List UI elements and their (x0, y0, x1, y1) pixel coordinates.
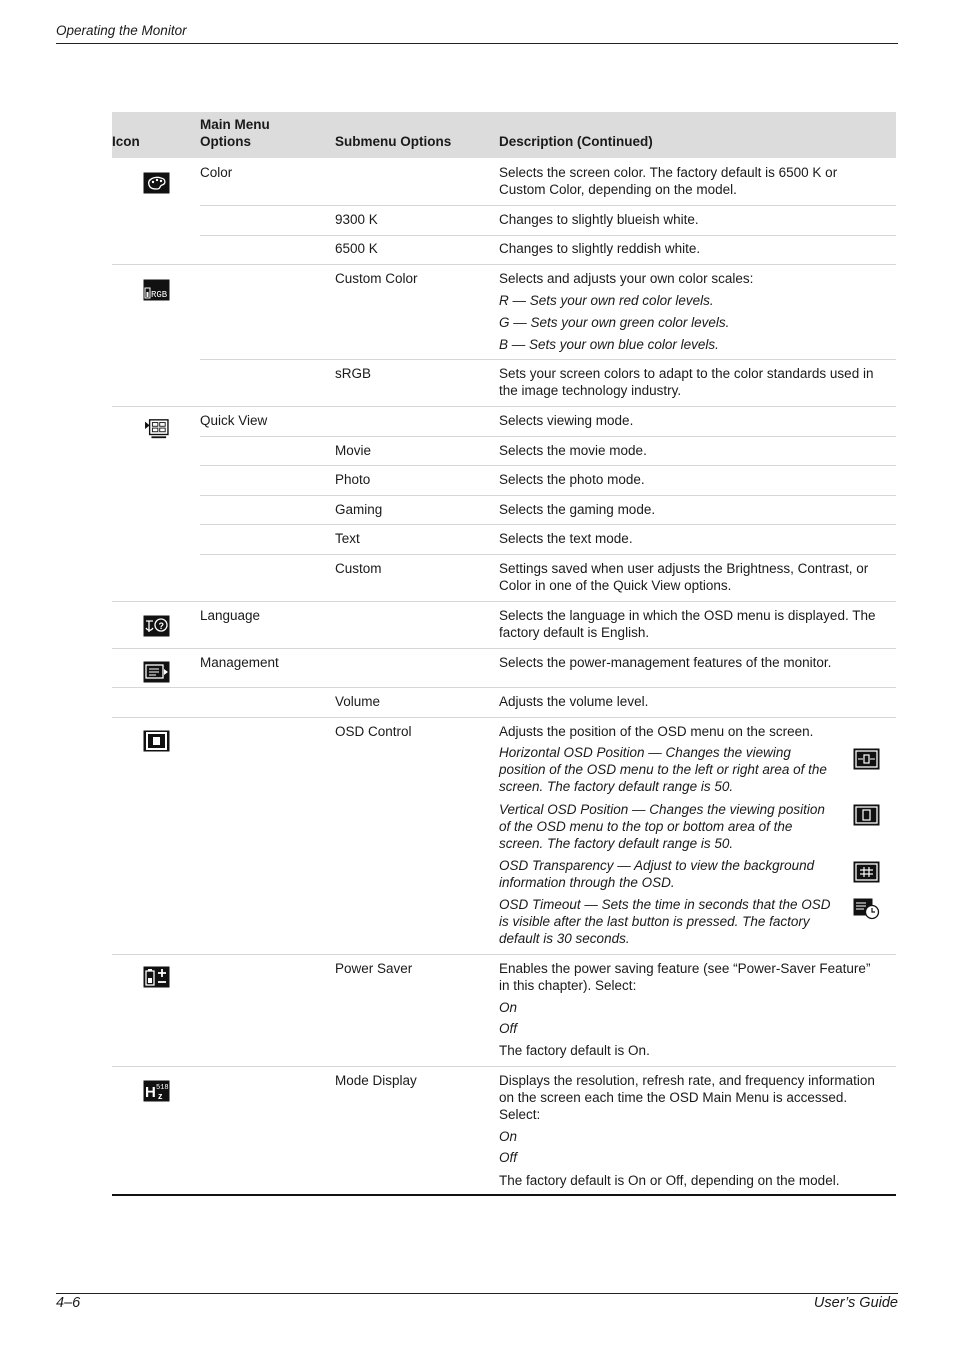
desc-custom-color: Selects and adjusts your own color scales: (499, 271, 754, 286)
desc-osd-timeout: OSD Timeout — Sets the time in seconds that the OSD is visible after the last button is pressed. The factory default is 30 seconds. (499, 897, 831, 946)
desc-custom-r: R — Sets your own red color levels. (499, 293, 714, 308)
row-divider (112, 687, 896, 688)
horizontal-position-icon (853, 748, 880, 770)
desc-text: Selects the text mode. (499, 531, 633, 546)
desc-custom-g: G — Sets your own green color levels. (499, 315, 730, 330)
language-icon (143, 615, 170, 637)
col-main-1: Main Menu (200, 117, 270, 132)
svg-text:RGB: RGB (151, 290, 168, 300)
svg-text:z: z (158, 1091, 163, 1101)
vertical-position-icon (853, 804, 880, 826)
desc-power-saver-off: Off (499, 1021, 518, 1036)
quick-view-icon (143, 418, 170, 440)
sub-mode-display: Mode Display (335, 1073, 417, 1088)
main-quick-view: Quick View (200, 413, 268, 428)
sub-custom-color: Custom Color (335, 271, 418, 286)
main-management: Management (200, 655, 279, 670)
desc-color: Selects the screen color. The factory default is 6500 K or Custom Color, depending on the model. (499, 165, 838, 197)
header-rule (56, 43, 898, 44)
row-divider (200, 495, 896, 496)
running-header: Operating the Monitor (56, 23, 187, 38)
desc-power-saver-default: The factory default is On. (499, 1043, 650, 1058)
col-submenu: Submenu Options (335, 134, 452, 149)
sub-power-saver: Power Saver (335, 961, 413, 976)
desc-gaming: Selects the gaming mode. (499, 502, 656, 517)
sub-movie: Movie (335, 443, 372, 458)
row-divider (200, 436, 896, 437)
desc-custom-b: B — Sets your own blue color levels. (499, 337, 719, 352)
timeout-icon (853, 898, 880, 920)
desc-mode-display: Displays the resolution, refresh rate, and frequency information on the screen each time the OSD Main Menu is accessed. Select: (499, 1073, 875, 1122)
table-bottom-rule (112, 1194, 896, 1196)
desc-mode-display-on: On (499, 1129, 518, 1144)
desc-custom: Settings saved when user adjusts the Brightness, Contrast, or Color in one of the Quick View options. (499, 561, 869, 593)
main-color: Color (200, 165, 233, 180)
sub-srgb: sRGB (335, 366, 372, 381)
desc-management: Selects the power-management features of the monitor. (499, 655, 832, 670)
transparency-icon (853, 861, 880, 883)
sub-9300k: 9300 K (335, 212, 378, 227)
row-divider (200, 359, 896, 360)
row-divider (200, 554, 896, 555)
rgb-color-icon (143, 279, 170, 301)
sub-custom: Custom (335, 561, 382, 576)
row-divider (200, 235, 896, 236)
row-divider (112, 1066, 896, 1067)
page-number: 4–6 (56, 1295, 81, 1311)
desc-srgb: Sets your screen colors to adapt to the color standards used in the image technology industry. (499, 366, 874, 398)
svg-text:518: 518 (156, 1084, 169, 1092)
col-icon: Icon (112, 134, 140, 149)
sub-6500k: 6500 K (335, 241, 378, 256)
desc-power-saver-on: On (499, 1000, 518, 1015)
desc-osd-vpos: Vertical OSD Position — Changes the viewing position of the OSD menu to the top or bottom area of the screen. The factory default range is 50. (499, 802, 825, 851)
desc-quick-view: Selects viewing mode. (499, 413, 634, 428)
desc-osd-hpos: Horizontal OSD Position — Changes the viewing position of the OSD menu to the left or right area of the screen. The factory default range is 50. (499, 745, 827, 794)
palette-icon (143, 172, 170, 194)
table-header (112, 112, 896, 158)
power-saver-icon (143, 966, 170, 988)
desc-osd-control: Adjusts the position of the OSD menu on the screen. (499, 724, 814, 739)
row-divider (112, 717, 896, 718)
row-divider (112, 954, 896, 955)
management-icon (143, 661, 170, 683)
row-divider (200, 465, 896, 466)
sub-photo: Photo (335, 472, 371, 487)
row-divider (112, 601, 896, 602)
sub-gaming: Gaming (335, 502, 383, 517)
row-divider (112, 406, 896, 407)
mode-display-icon (143, 1080, 170, 1102)
osd-control-icon (143, 730, 170, 752)
col-description: Description (Continued) (499, 134, 653, 149)
main-language: Language (200, 608, 261, 623)
desc-power-saver: Enables the power saving feature (see “Power-Saver Feature” in this chapter). Select: (499, 961, 871, 993)
row-divider (200, 524, 896, 525)
desc-6500k: Changes to slightly reddish white. (499, 241, 701, 256)
col-main-2: Options (200, 134, 251, 149)
row-divider (200, 205, 896, 206)
sub-volume: Volume (335, 694, 381, 709)
desc-mode-display-default: The factory default is On or Off, depending on the model. (499, 1173, 840, 1188)
svg-text:?: ? (158, 621, 164, 631)
desc-photo: Selects the photo mode. (499, 472, 645, 487)
sub-text: Text (335, 531, 360, 546)
row-divider (112, 648, 896, 649)
desc-mode-display-off: Off (499, 1150, 518, 1165)
desc-volume: Adjusts the volume level. (499, 694, 649, 709)
footer-rule (56, 1293, 898, 1294)
guide-title: User’s Guide (813, 1295, 898, 1311)
desc-osd-transparency: OSD Transparency — Adjust to view the background information through the OSD. (499, 858, 815, 890)
desc-9300k: Changes to slightly blueish white. (499, 212, 699, 227)
row-divider (112, 264, 896, 265)
svg-text:H: H (145, 1084, 156, 1101)
desc-movie: Selects the movie mode. (499, 443, 647, 458)
desc-language: Selects the language in which the OSD menu is displayed. The factory default is English. (499, 608, 876, 640)
sub-osd-control: OSD Control (335, 724, 412, 739)
